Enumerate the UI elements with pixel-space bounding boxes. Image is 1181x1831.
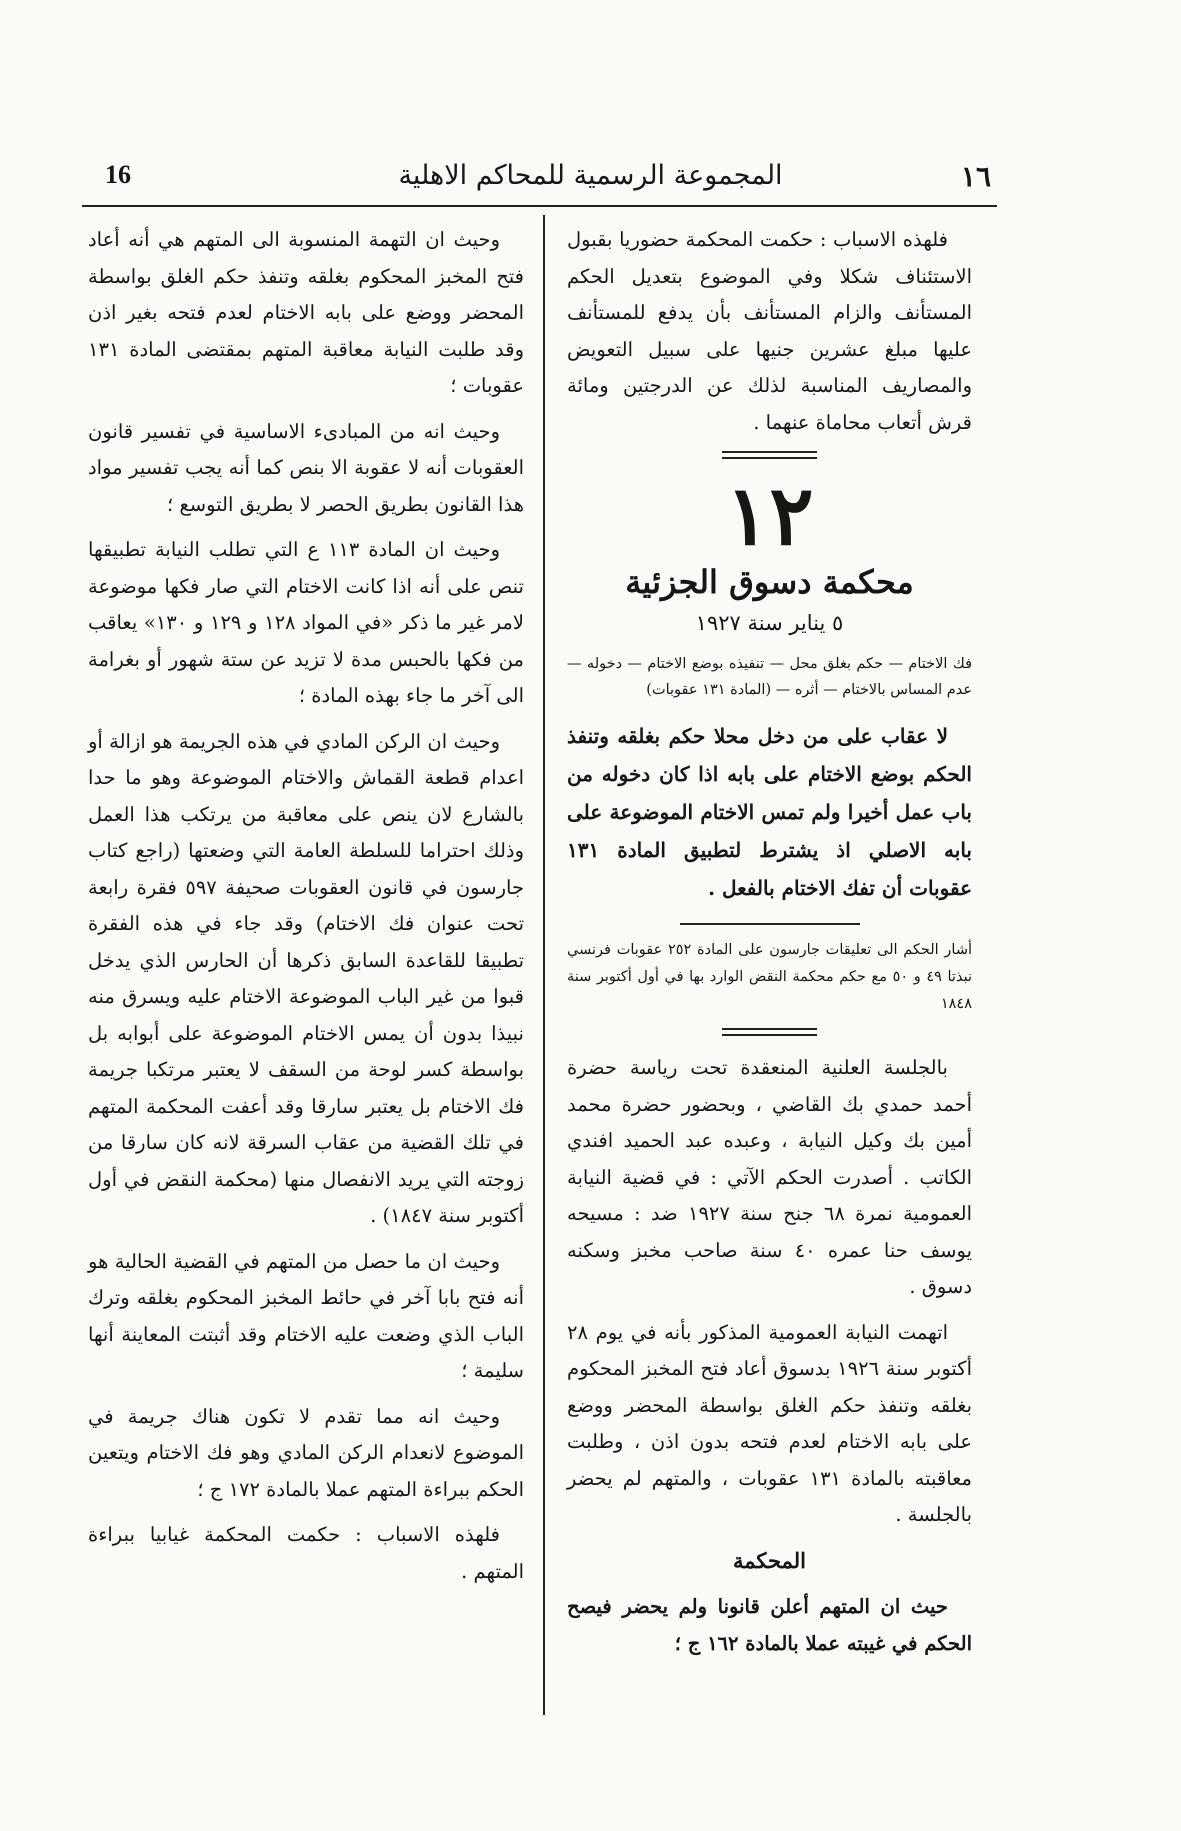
accusation-paragraph: اتهمت النيابة العمومية المذكور بأنه في يوم ٢٨ أكتوبر سنة ١٩٢٦ بدسوق أعاد فتح المخبز المحكوم بغلقه وتنفذ حكم الغلق بواسطة المحضر ووضع على بابه الاختام لعدم فتحه بدون اذن ، وطلبت معاقبته بالمادة ١٣١ عقوبات ، والمتهم لم يحضر بالجلسة . — [567, 1320, 972, 1526]
court-heading: المحكمة — [733, 1547, 806, 1573]
column-divider — [543, 215, 545, 1715]
reasoning-paragraph: وحيث ان التهمة المنسوبة الى المتهم هي أنه أعاد فتح المخبز المحكوم بغلقه وتنفذ حكم الغلق بواسطة المحضر ووضع على بابه الاختام لعدم فتحه بغير اذن وقد طلبت النيابة معاقبة المتهم بمقتضى المادة ١٣١ عقوبات ؛ — [88, 228, 524, 397]
legal-principle: لا عقاب على من دخل محلا حكم بغلقه وتنفذ الحكم بوضع الاختام على بابه اذا كان دخوله من باب عمل أخيرا ولم تمس الاختام الموضوعة على بابه الاصلي اذ يشترط لتطبيق المادة ١٣١ عقوبات أن تفك الاختام بالفعل . — [567, 724, 972, 900]
section-double-rule — [722, 451, 817, 459]
reasoning-paragraph: وحيث ان الركن المادي في هذه الجريمة هو ازالة أو اعدام قطعة القماش والاختام الموضوعة وهو ما حدا بالشارع لان ينص على معاقبة من يرتكب هذا العمل وذلك احتراما للسلطة العامة التي وضعتها (راجع كتاب جارسون في قانون العقوبات صحيفة ٥٩٧ فقرة رابعة تحت عنوان فك الاختام) وقد جاء في هذه الفقرة تطبيقا للقاعدة السابق ذكرها أن الحارس الذي يدخل قبوا من غير الباب الموضوعة الاختام عليه ويسرق منه نبيذا بدون أن يمس الاختام الموضوعة على أبوابه بل بواسطة كسر لوحة من السقف لا يعتبر مرتكبا جريمة فك الاختام بل يعتبر سارقا وقد أعفت المحكمة المتهم في تلك القضية من عقاب السرقة لانه كان سارقا من زوجته التي يريد الانفصال منها (محكمة النقض في أول أكتوبر سنة ١٨٤٧) . — [88, 729, 524, 1227]
reasoning-paragraph: وحيث ان ما حصل من المتهم في القضية الحالية هو أنه فتح بابا آخر في حائط المخبز المحكوم بغلقه وترك الباب الذي وضعت عليه الاختام وقد أثبتت المعاينة أنها سليمة ؛ — [88, 1249, 524, 1382]
section-double-rule — [722, 1028, 817, 1036]
reasoning-paragraph: وحيث ان المادة ١١٣ ع التي تطلب النيابة تطبيقها تنص على أنه اذا كانت الاختام التي صار فكها موضوعة لامر غير ما ذكر «في المواد ١٢٨ و ١٢٩ و ١٣٠» يعاقب من فكها بالحبس مدة لا تزيد عن ستة شهور أو بغرامة الى آخر ما جاء بهذه المادة ؛ — [88, 538, 524, 707]
session-paragraph: بالجلسة العلنية المنعقدة تحت رياسة حضرة أحمد حمدي بك القاضي ، وبحضور حضرة محمد أمين بك وكيل النيابة ، وعبده عبد الحميد افندي الكاتب . أصدرت الحكم الآتي : في قضية النيابة العمومية نمرة ٦٨ جنح سنة ١٩٢٧ ضد : مسيحه يوسف حنا عمره ٤٠ سنة صاحب مخبز وسكنه دسوق . — [567, 1056, 972, 1298]
verdict-paragraph: فلهذه الاسباب : حكمت المحكمة غيابيا ببراءة المتهم . — [88, 1523, 524, 1583]
reasoning-paragraph: وحيث انه مما تقدم لا تكون هناك جريمة في الموضوع لانعدام الركن المادي وهو فك الاختام ويتعين الحكم ببراءة المتهم عملا بالمادة ١٧٢ ج ؛ — [88, 1404, 524, 1501]
previous-judgment-conclusion: فلهذه الاسباب : حكمت المحكمة حضوريا بقبول الاستئناف شكلا وفي الموضوع بتعديل الحكم المستأنف والزام المستأنف بأن يدفع للمستأنف عليها مبلغ عشرين جنيها على سبيل التعويض والمصاريف المناسبة لذلك عن الدرجتين ومائة قرش أتعاب محاماة عنهما . — [567, 228, 972, 434]
court-name: محكمة دسوق الجزئية — [625, 563, 914, 601]
court-reasoning-start: حيث ان المتهم أعلن قانونا ولم يحضر فيصح الحكم في غيبته عملا بالمادة ١٦٢ ج ؛ — [567, 1595, 972, 1655]
case-subject-keywords: فك الاختام — حكم بغلق محل — تنفيذه بوضع الاختام — دخوله — عدم المساس بالاختام — أثره — (المادة ١٣١ عقوبات) — [567, 656, 972, 698]
right-column — [567, 222, 972, 1671]
reference-note: أشار الحكم الى تعليقات جارسون على المادة ٢٥٢ عقوبات فرنسي نبذتا ٤٩ و ٥٠ مع حكم محكمة النقض الوارد بها في أول أكتوبر سنة ١٨٤٨ — [567, 942, 972, 1012]
header-rule — [82, 205, 997, 207]
page-number-right: ١٦ — [960, 160, 991, 193]
page-number-left: 16 — [105, 160, 131, 189]
left-column — [88, 222, 524, 1599]
note-rule — [680, 923, 860, 925]
running-header-title: المجموعة الرسمية للمحاكم الاهلية — [398, 160, 783, 191]
case-number: ١٢ — [725, 468, 814, 564]
reasoning-paragraph: وحيث انه من المبادىء الاساسية في تفسير قانون العقوبات أنه لا عقوبة الا بنص كما أنه يجب تفسير مواد هذا القانون بطريق الحصر لا بطريق التوسع ؛ — [88, 419, 524, 516]
judgment-date: ٥ يناير سنة ١٩٢٧ — [695, 611, 844, 635]
